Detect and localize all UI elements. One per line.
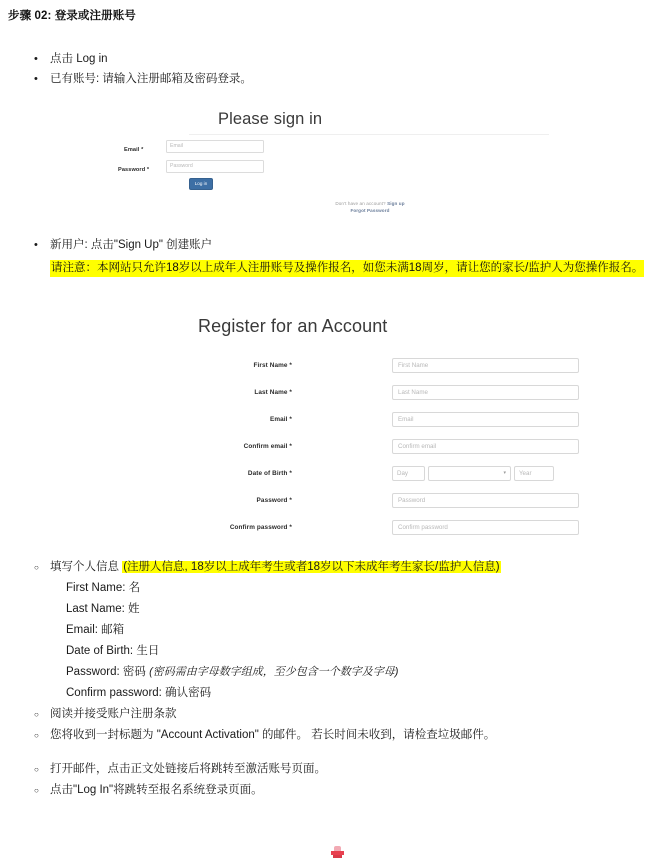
register-confirm-password-input[interactable]: Confirm password [392, 520, 579, 535]
signin-password-label: Password * [118, 167, 150, 173]
field-map-row [20, 641, 657, 662]
field-map-en: Confirm password: [66, 687, 162, 699]
signup-link[interactable]: Sign up [387, 201, 405, 206]
list-item-label: 点击 Log in [50, 53, 108, 65]
circle-marker-icon: ○ [34, 731, 39, 740]
register-password-input[interactable]: Password [392, 493, 579, 508]
register-password-label-wrap [114, 492, 292, 509]
register-confirm-email-input[interactable]: Confirm email [392, 439, 579, 454]
field-map-en: Email: [66, 624, 98, 636]
signin-footer-links [186, 200, 554, 214]
forgot-password-link[interactable]: Forgot Password [350, 208, 390, 213]
register-confirm-email-label: Confirm email * [243, 443, 292, 450]
highlighted-warning-row [20, 258, 657, 277]
register-heading: Register for an Account [198, 316, 388, 336]
top-bullet-list [20, 49, 620, 89]
login-button[interactable]: Log in [189, 178, 213, 190]
field-map-cn: 密码 [122, 666, 146, 678]
circle-marker-icon: ○ [34, 563, 39, 572]
field-map-row [20, 578, 657, 599]
field-map-row [20, 662, 657, 683]
field-map-cn: 生日 [136, 645, 160, 657]
field-map-row [20, 683, 657, 704]
signin-email-label: Email * [124, 147, 144, 153]
list-item [20, 704, 657, 725]
circle-marker-icon: ○ [34, 710, 39, 719]
list-item [20, 235, 657, 255]
register-email-label-wrap [114, 411, 292, 428]
list-item-label: 您将收到一封标题为 "Account Activation" 的邮件。 若长时间未收到，请检查垃圾邮件。 [50, 729, 496, 741]
lower-instruction-list [20, 557, 657, 801]
fill-info-label: 填写个人信息 [50, 561, 123, 573]
field-map-row [20, 599, 657, 620]
list-item [20, 780, 657, 801]
field-map-cn: 姓 [128, 603, 140, 615]
signup-prompt-text: Don't have an account? [335, 201, 386, 206]
register-email-input[interactable]: Email [392, 412, 579, 427]
bullet-marker-icon: • [34, 53, 38, 65]
password-rule-note: (密码需由字母数字组成，至少包含一个数字及字母) [149, 666, 399, 678]
signup-prompt-row [186, 200, 554, 207]
list-item [20, 557, 657, 578]
register-confirm-password-label: Confirm password * [229, 524, 292, 531]
circle-marker-icon: ○ [34, 765, 39, 774]
list-item [20, 69, 620, 89]
list-item-label: 阅读并接受账户注册条款 [50, 708, 177, 720]
age-restriction-notice: 请注意：本网站只允许18岁以上成年人注册账号及操作报名，如您未满18周岁，请让您的家长/监护人为您操作报名。 [50, 260, 644, 277]
field-map-en: Date of Birth: [66, 645, 134, 657]
list-item-label: 新用户: 点击"Sign Up" 创建账户 [50, 239, 213, 251]
signin-password-input[interactable]: Password [166, 160, 264, 173]
register-email-label: Email * [269, 416, 292, 423]
register-first-name-label: First Name * [253, 362, 292, 369]
list-item [20, 49, 620, 69]
field-map-en: First Name: [66, 582, 126, 594]
list-item-label: 打开邮件，点击正文处链接后将跳转至激活账号页面。 [50, 763, 326, 775]
list-item [20, 725, 657, 746]
field-map-en: Last Name: [66, 603, 125, 615]
page-title: 步骤 02: 登录或注册账号 [8, 10, 136, 22]
register-first-name-input[interactable]: First Name [392, 358, 579, 373]
bullet-marker-icon: • [34, 73, 38, 85]
register-last-name-label: Last Name * [254, 389, 292, 396]
register-dob-label: Date of Birth * [247, 470, 292, 477]
bottom-cropped-graphic [331, 846, 344, 858]
register-password-label: Password * [256, 497, 292, 504]
field-map-row [20, 620, 657, 641]
signin-email-input[interactable]: Email [166, 140, 264, 153]
field-map-cn: 名 [128, 582, 141, 594]
register-dob-day-input[interactable]: Day [392, 466, 425, 481]
list-item-label: 已有账号: 请输入注册邮箱及密码登录。 [50, 73, 252, 85]
signin-divider [189, 134, 549, 135]
bullet-marker-icon: • [34, 239, 38, 251]
register-dob-year-input[interactable]: Year [514, 466, 554, 481]
new-user-block [20, 235, 657, 277]
chevron-down-icon: ▾ [503, 470, 506, 476]
list-item-label: 点击"Log In"将跳转至报名系统登录页面。 [50, 784, 263, 796]
field-map-en: Password: [66, 666, 120, 678]
register-dob-month-select[interactable] [428, 466, 511, 481]
signin-heading: Please sign in [218, 110, 323, 128]
field-map-cn: 邮箱 [101, 624, 125, 636]
register-confirm-email-label-wrap [114, 438, 292, 455]
list-item [20, 759, 657, 780]
field-map-cn: 确认密码 [165, 687, 212, 699]
circle-marker-icon: ○ [34, 786, 39, 795]
register-first-name-label-wrap [114, 357, 292, 374]
register-dob-label-wrap [114, 465, 292, 482]
register-last-name-input[interactable]: Last Name [392, 385, 579, 400]
register-last-name-label-wrap [114, 384, 292, 401]
list-spacer [20, 746, 657, 759]
register-confirm-password-label-wrap [114, 519, 292, 536]
fill-info-highlight: (注册人信息, 18岁以上成年考生或者18岁以下未成年考生家长/监护人信息) [123, 561, 500, 573]
